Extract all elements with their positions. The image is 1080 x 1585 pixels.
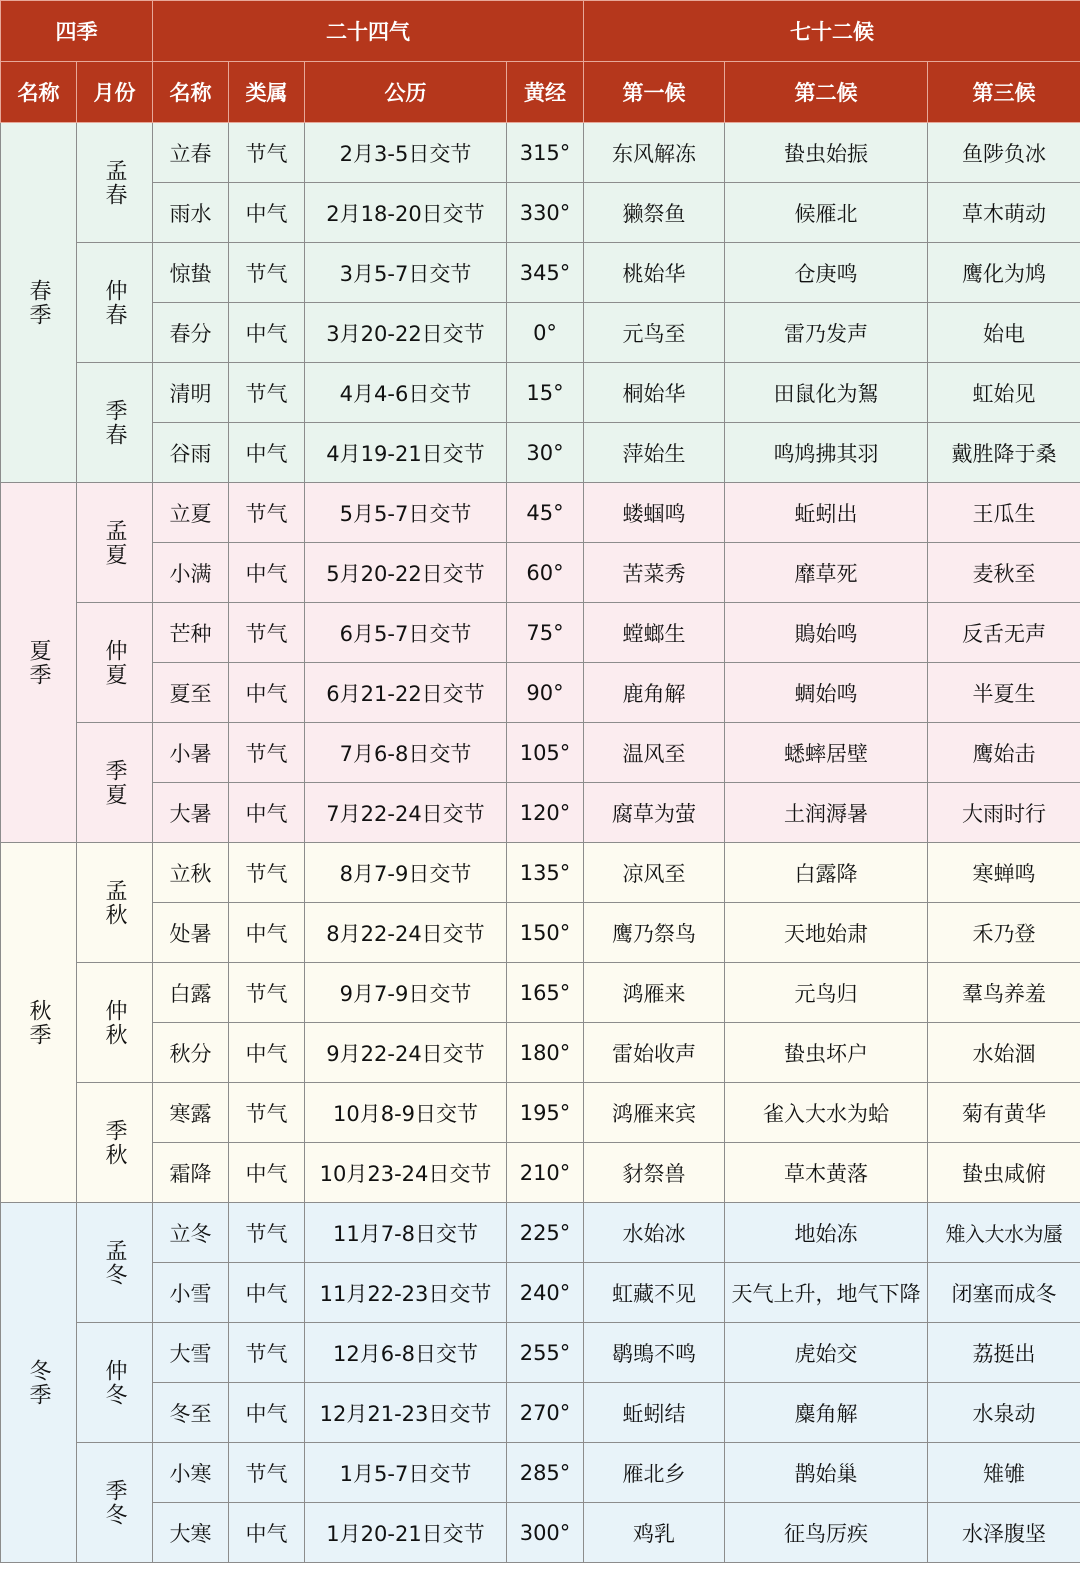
third-pentad-cell: 大雨时行 — [928, 783, 1080, 843]
term-type-cell: 中气 — [229, 543, 305, 603]
term-type-cell: 节气 — [229, 723, 305, 783]
term-name-cell: 寒露 — [153, 1083, 229, 1143]
col-gregorian-date: 公历 — [305, 62, 507, 123]
first-pentad-cell: 蚯蚓结 — [584, 1383, 725, 1443]
third-pentad-cell: 始电 — [928, 303, 1080, 363]
term-longitude-cell: 225° — [507, 1203, 584, 1263]
term-longitude-cell: 135° — [507, 843, 584, 903]
term-type-cell: 节气 — [229, 1083, 305, 1143]
second-pentad-cell: 鵙始鸣 — [725, 603, 928, 663]
month-name-cell: 仲春 — [77, 243, 153, 363]
third-pentad-cell: 水泉动 — [928, 1383, 1080, 1443]
term-name-cell: 芒种 — [153, 603, 229, 663]
term-name-cell: 立秋 — [153, 843, 229, 903]
term-longitude-cell: 15° — [507, 363, 584, 423]
second-pentad-cell: 雷乃发声 — [725, 303, 928, 363]
first-pentad-cell: 鹖鴠不鸣 — [584, 1323, 725, 1383]
term-type-cell: 中气 — [229, 903, 305, 963]
header-group-row — [1, 1, 1080, 62]
second-pentad-cell: 蟋蟀居壁 — [725, 723, 928, 783]
second-pentad-cell: 蚯蚓出 — [725, 483, 928, 543]
term-longitude-cell: 210° — [507, 1143, 584, 1203]
term-type-cell: 节气 — [229, 363, 305, 423]
third-pentad-cell: 菊有黄华 — [928, 1083, 1080, 1143]
second-pentad-cell: 候雁北 — [725, 183, 928, 243]
term-date-cell: 2月18-20日交节 — [305, 183, 507, 243]
second-pentad-cell: 虎始交 — [725, 1323, 928, 1383]
term-name-cell: 谷雨 — [153, 423, 229, 483]
term-type-cell: 节气 — [229, 1443, 305, 1503]
third-pentad-cell: 羣鸟养羞 — [928, 963, 1080, 1023]
month-name-cell: 季秋 — [77, 1083, 153, 1203]
term-longitude-cell: 330° — [507, 183, 584, 243]
term-longitude-cell: 315° — [507, 123, 584, 183]
second-pentad-cell: 元鸟归 — [725, 963, 928, 1023]
season-name-cell: 冬季 — [1, 1203, 77, 1563]
month-name-cell: 仲冬 — [77, 1323, 153, 1443]
month-name-cell: 仲夏 — [77, 603, 153, 723]
third-pentad-cell: 草木萌动 — [928, 183, 1080, 243]
term-longitude-cell: 0° — [507, 303, 584, 363]
third-pentad-cell: 雉入大水为蜃 — [928, 1203, 1080, 1263]
term-longitude-cell: 285° — [507, 1443, 584, 1503]
term-longitude-cell: 240° — [507, 1263, 584, 1323]
table-body — [1, 123, 1080, 1563]
month-name-cell: 孟秋 — [77, 843, 153, 963]
third-pentad-cell: 戴胜降于桑 — [928, 423, 1080, 483]
term-longitude-cell: 60° — [507, 543, 584, 603]
month-name-cell: 孟冬 — [77, 1203, 153, 1323]
term-date-cell: 11月22-23日交节 — [305, 1263, 507, 1323]
col-month: 月份 — [77, 62, 153, 123]
table-row — [1, 783, 1080, 843]
first-pentad-cell: 獭祭鱼 — [584, 183, 725, 243]
term-longitude-cell: 270° — [507, 1383, 584, 1443]
term-type-cell: 中气 — [229, 1023, 305, 1083]
col-term-name: 名称 — [153, 62, 229, 123]
third-pentad-cell: 荔挺出 — [928, 1323, 1080, 1383]
term-date-cell: 9月22-24日交节 — [305, 1023, 507, 1083]
month-name-cell: 孟夏 — [77, 483, 153, 603]
term-name-cell: 霜降 — [153, 1143, 229, 1203]
first-pentad-cell: 螳螂生 — [584, 603, 725, 663]
term-name-cell: 立冬 — [153, 1203, 229, 1263]
col-ecliptic-longitude: 黄经 — [507, 62, 584, 123]
second-pentad-cell: 地始冻 — [725, 1203, 928, 1263]
header-seventy-two-pentads: 七十二候 — [584, 1, 1080, 62]
table-row — [1, 243, 1080, 303]
col-first-pentad: 第一候 — [584, 62, 725, 123]
first-pentad-cell: 豺祭兽 — [584, 1143, 725, 1203]
first-pentad-cell: 苦菜秀 — [584, 543, 725, 603]
table-row — [1, 123, 1080, 183]
season-name-cell: 秋季 — [1, 843, 77, 1203]
term-date-cell: 10月8-9日交节 — [305, 1083, 507, 1143]
term-type-cell: 中气 — [229, 303, 305, 363]
term-date-cell: 8月22-24日交节 — [305, 903, 507, 963]
term-date-cell: 10月23-24日交节 — [305, 1143, 507, 1203]
term-type-cell: 中气 — [229, 1383, 305, 1443]
third-pentad-cell: 水始涸 — [928, 1023, 1080, 1083]
col-third-pentad: 第三候 — [928, 62, 1080, 123]
term-longitude-cell: 120° — [507, 783, 584, 843]
table-row — [1, 183, 1080, 243]
season-name-cell: 夏季 — [1, 483, 77, 843]
third-pentad-cell: 寒蝉鸣 — [928, 843, 1080, 903]
second-pentad-cell: 鸣鸠拂其羽 — [725, 423, 928, 483]
term-type-cell: 节气 — [229, 603, 305, 663]
month-name-cell: 孟春 — [77, 123, 153, 243]
table-row — [1, 1263, 1080, 1323]
second-pentad-cell: 雀入大水为蛤 — [725, 1083, 928, 1143]
first-pentad-cell: 温风至 — [584, 723, 725, 783]
first-pentad-cell: 东风解冻 — [584, 123, 725, 183]
second-pentad-cell: 蛰虫坏户 — [725, 1023, 928, 1083]
first-pentad-cell: 桃始华 — [584, 243, 725, 303]
header-twenty-four-terms: 二十四气 — [153, 1, 584, 62]
term-type-cell: 中气 — [229, 783, 305, 843]
term-longitude-cell: 255° — [507, 1323, 584, 1383]
table-row — [1, 663, 1080, 723]
col-term-type: 类属 — [229, 62, 305, 123]
month-name-cell: 季春 — [77, 363, 153, 483]
term-date-cell: 5月20-22日交节 — [305, 543, 507, 603]
first-pentad-cell: 凉风至 — [584, 843, 725, 903]
first-pentad-cell: 鸿雁来宾 — [584, 1083, 725, 1143]
table-row — [1, 723, 1080, 783]
term-name-cell: 夏至 — [153, 663, 229, 723]
header-column-row — [1, 62, 1080, 123]
term-date-cell: 11月7-8日交节 — [305, 1203, 507, 1263]
term-date-cell: 4月4-6日交节 — [305, 363, 507, 423]
second-pentad-cell: 草木黄落 — [725, 1143, 928, 1203]
term-name-cell: 大暑 — [153, 783, 229, 843]
term-name-cell: 大雪 — [153, 1323, 229, 1383]
first-pentad-cell: 萍始生 — [584, 423, 725, 483]
term-date-cell: 8月7-9日交节 — [305, 843, 507, 903]
second-pentad-cell: 天地始肃 — [725, 903, 928, 963]
second-pentad-cell: 鹊始巢 — [725, 1443, 928, 1503]
second-pentad-cell: 蛰虫始振 — [725, 123, 928, 183]
term-type-cell: 中气 — [229, 663, 305, 723]
term-date-cell: 1月5-7日交节 — [305, 1443, 507, 1503]
term-name-cell: 清明 — [153, 363, 229, 423]
col-season-name: 名称 — [1, 62, 77, 123]
term-type-cell: 节气 — [229, 123, 305, 183]
term-longitude-cell: 195° — [507, 1083, 584, 1143]
month-name-cell: 季冬 — [77, 1443, 153, 1563]
term-type-cell: 中气 — [229, 1263, 305, 1323]
first-pentad-cell: 雁北乡 — [584, 1443, 725, 1503]
term-name-cell: 白露 — [153, 963, 229, 1023]
first-pentad-cell: 腐草为萤 — [584, 783, 725, 843]
term-type-cell: 中气 — [229, 1143, 305, 1203]
term-name-cell: 小暑 — [153, 723, 229, 783]
term-name-cell: 大寒 — [153, 1503, 229, 1563]
first-pentad-cell: 元鸟至 — [584, 303, 725, 363]
third-pentad-cell: 鹰化为鸠 — [928, 243, 1080, 303]
term-name-cell: 春分 — [153, 303, 229, 363]
second-pentad-cell: 蜩始鸣 — [725, 663, 928, 723]
term-name-cell: 小满 — [153, 543, 229, 603]
table-row — [1, 1083, 1080, 1143]
season-name-cell: 春季 — [1, 123, 77, 483]
month-name-cell: 季夏 — [77, 723, 153, 843]
term-date-cell: 3月20-22日交节 — [305, 303, 507, 363]
term-date-cell: 12月6-8日交节 — [305, 1323, 507, 1383]
first-pentad-cell: 鹿角解 — [584, 663, 725, 723]
term-longitude-cell: 150° — [507, 903, 584, 963]
third-pentad-cell: 王瓜生 — [928, 483, 1080, 543]
first-pentad-cell: 雷始收声 — [584, 1023, 725, 1083]
second-pentad-cell: 靡草死 — [725, 543, 928, 603]
term-date-cell: 4月19-21日交节 — [305, 423, 507, 483]
third-pentad-cell: 半夏生 — [928, 663, 1080, 723]
second-pentad-cell: 天气上升，地气下降 — [725, 1263, 928, 1323]
term-longitude-cell: 300° — [507, 1503, 584, 1563]
third-pentad-cell: 蛰虫咸俯 — [928, 1143, 1080, 1203]
third-pentad-cell: 水泽腹坚 — [928, 1503, 1080, 1563]
term-type-cell: 中气 — [229, 1503, 305, 1563]
term-longitude-cell: 45° — [507, 483, 584, 543]
table-row — [1, 603, 1080, 663]
second-pentad-cell: 麋角解 — [725, 1383, 928, 1443]
first-pentad-cell: 鸡乳 — [584, 1503, 725, 1563]
term-name-cell: 立春 — [153, 123, 229, 183]
term-type-cell: 节气 — [229, 843, 305, 903]
third-pentad-cell: 鱼陟负冰 — [928, 123, 1080, 183]
first-pentad-cell: 虹藏不见 — [584, 1263, 725, 1323]
second-pentad-cell: 土润溽暑 — [725, 783, 928, 843]
term-name-cell: 立夏 — [153, 483, 229, 543]
table-row — [1, 1503, 1080, 1563]
term-longitude-cell: 75° — [507, 603, 584, 663]
table-row — [1, 1323, 1080, 1383]
term-longitude-cell: 165° — [507, 963, 584, 1023]
second-pentad-cell: 白露降 — [725, 843, 928, 903]
table-row — [1, 843, 1080, 903]
table-row — [1, 303, 1080, 363]
table-row — [1, 363, 1080, 423]
term-date-cell: 12月21-23日交节 — [305, 1383, 507, 1443]
term-name-cell: 惊蛰 — [153, 243, 229, 303]
term-longitude-cell: 30° — [507, 423, 584, 483]
term-date-cell: 6月21-22日交节 — [305, 663, 507, 723]
term-longitude-cell: 345° — [507, 243, 584, 303]
table-row — [1, 423, 1080, 483]
term-date-cell: 2月3-5日交节 — [305, 123, 507, 183]
table-row — [1, 543, 1080, 603]
table-row — [1, 1143, 1080, 1203]
table-row — [1, 1023, 1080, 1083]
month-name-cell: 仲秋 — [77, 963, 153, 1083]
col-second-pentad: 第二候 — [725, 62, 928, 123]
second-pentad-cell: 仓庚鸣 — [725, 243, 928, 303]
term-name-cell: 小寒 — [153, 1443, 229, 1503]
first-pentad-cell: 蝼蝈鸣 — [584, 483, 725, 543]
table-row — [1, 483, 1080, 543]
first-pentad-cell: 水始冰 — [584, 1203, 725, 1263]
term-name-cell: 处暑 — [153, 903, 229, 963]
second-pentad-cell: 田鼠化为鴽 — [725, 363, 928, 423]
term-date-cell: 7月6-8日交节 — [305, 723, 507, 783]
term-date-cell: 7月22-24日交节 — [305, 783, 507, 843]
term-type-cell: 中气 — [229, 183, 305, 243]
table-row — [1, 1383, 1080, 1443]
term-type-cell: 节气 — [229, 1203, 305, 1263]
term-date-cell: 9月7-9日交节 — [305, 963, 507, 1023]
term-name-cell: 秋分 — [153, 1023, 229, 1083]
term-date-cell: 6月5-7日交节 — [305, 603, 507, 663]
third-pentad-cell: 鹰始击 — [928, 723, 1080, 783]
term-longitude-cell: 90° — [507, 663, 584, 723]
term-type-cell: 节气 — [229, 963, 305, 1023]
third-pentad-cell: 雉雊 — [928, 1443, 1080, 1503]
term-date-cell: 5月5-7日交节 — [305, 483, 507, 543]
table-row — [1, 963, 1080, 1023]
table-row — [1, 1443, 1080, 1503]
third-pentad-cell: 麦秋至 — [928, 543, 1080, 603]
term-type-cell: 节气 — [229, 483, 305, 543]
first-pentad-cell: 鸿雁来 — [584, 963, 725, 1023]
term-longitude-cell: 180° — [507, 1023, 584, 1083]
header-four-seasons: 四季 — [1, 1, 153, 62]
term-type-cell: 节气 — [229, 243, 305, 303]
term-type-cell: 节气 — [229, 1323, 305, 1383]
third-pentad-cell: 虹始见 — [928, 363, 1080, 423]
term-name-cell: 冬至 — [153, 1383, 229, 1443]
first-pentad-cell: 鹰乃祭鸟 — [584, 903, 725, 963]
table-row — [1, 903, 1080, 963]
term-name-cell: 小雪 — [153, 1263, 229, 1323]
table-row — [1, 1203, 1080, 1263]
term-longitude-cell: 105° — [507, 723, 584, 783]
term-name-cell: 雨水 — [153, 183, 229, 243]
term-type-cell: 中气 — [229, 423, 305, 483]
term-date-cell: 3月5-7日交节 — [305, 243, 507, 303]
second-pentad-cell: 征鸟厉疾 — [725, 1503, 928, 1563]
third-pentad-cell: 反舌无声 — [928, 603, 1080, 663]
first-pentad-cell: 桐始华 — [584, 363, 725, 423]
third-pentad-cell: 禾乃登 — [928, 903, 1080, 963]
term-date-cell: 1月20-21日交节 — [305, 1503, 507, 1563]
third-pentad-cell: 闭塞而成冬 — [928, 1263, 1080, 1323]
